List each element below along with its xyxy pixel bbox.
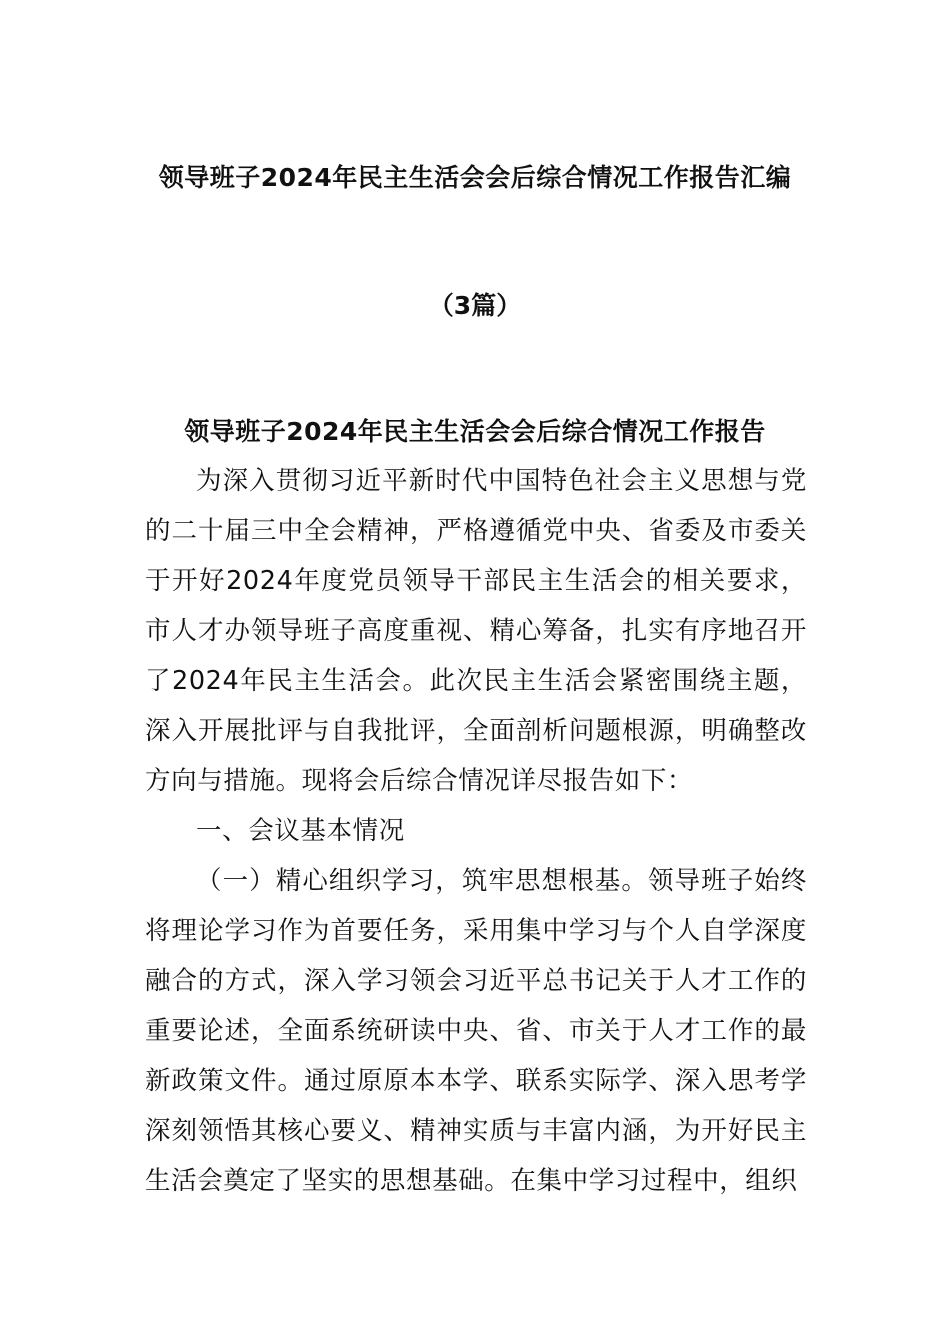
paragraph-intro: 为深入贯彻习近平新时代中国特色社会主义思想与党的二十届三中全会精神，严格遵循党中央、省委及市委关于开好2024年度党员领导干部民主生活会的相关要求，市人才办领导班子高度重视、精心筹备，扎实有序地召开了2024年民主生活会。此次民主生活会紧密围绕主题，深入开展批评与自我批评，全面剖析问题根源，明确整改方向与措施。现将会后综合情况详尽报告如下：: [145, 466, 807, 796]
article-title: 领导班子2024年民主生活会会后综合情况工作报告: [184, 417, 766, 446]
section-heading-1: 一、会议基本情况: [196, 816, 405, 846]
article-body: [145, 456, 807, 1206]
document-subtitle: （3篇）: [428, 291, 522, 320]
document-main-title: 领导班子2024年民主生活会会后综合情况工作报告汇编: [158, 163, 792, 192]
paragraph-subsection-1: （一）精心组织学习，筑牢思想根基。领导班子始终将理论学习作为首要任务，采用集中学习与个人自学深度融合的方式，深入学习领会习近平总书记关于人才工作的重要论述，全面系统研读中央、省、市关于人才工作的最新政策文件。通过原原本本学、联系实际学、深入思考学深刻领悟其核心要义、精神实质与丰富内涵，为开好民主生活会奠定了坚实的思想基础。在集中学习过程中，组织: [145, 866, 807, 1196]
